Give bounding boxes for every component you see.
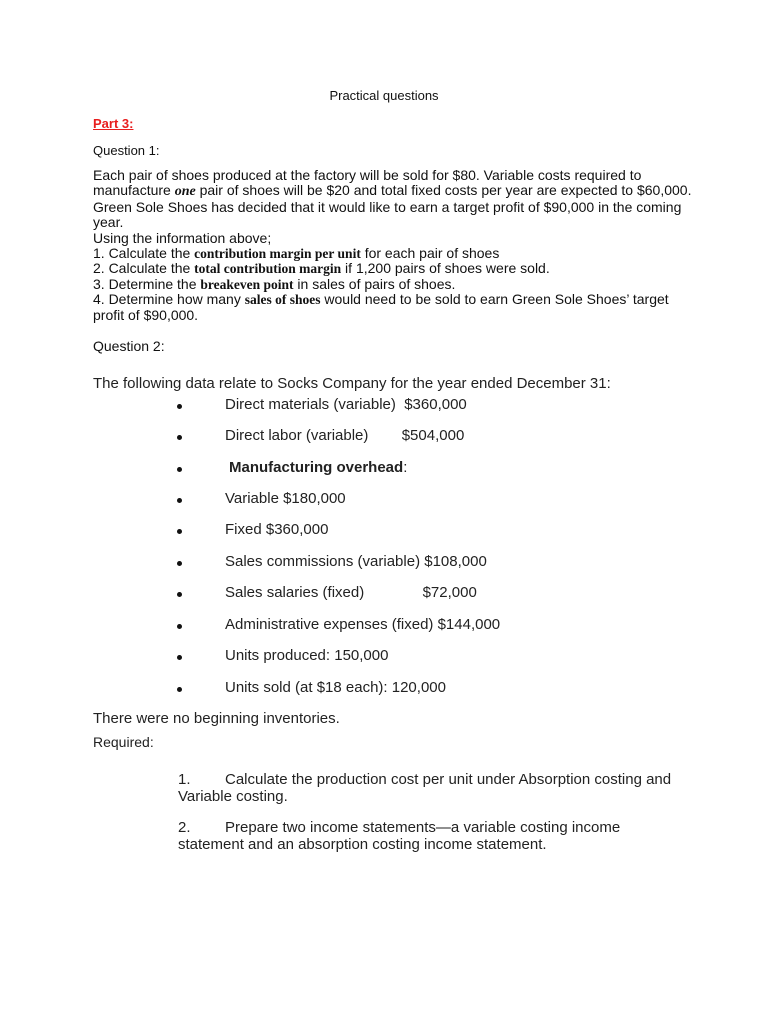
question-1-item xyxy=(93,246,693,261)
bullet-icon xyxy=(177,404,182,409)
bullet-icon xyxy=(177,592,182,597)
item-text: 1. Calculate the xyxy=(93,245,195,262)
bullet-text: Sales commissions (variable) $108,000 xyxy=(225,553,487,570)
intro-text-continued: pair of shoes will be $20 and total fixed costs per year are expected to $60,000. Green Sole Shoes has decided that it would like to earn a target profit of $90,000 in the coming year. xyxy=(93,182,692,231)
item-text: for each pair of shoes xyxy=(360,245,500,262)
question-1-item xyxy=(93,261,693,276)
item-text: in sales of pairs of shoes. xyxy=(293,275,456,292)
required-item-number: 2. xyxy=(178,819,191,836)
item-text: would need to be sold to earn Green Sole Shoes’ target profit of $90,000. xyxy=(93,291,669,323)
bullet-text: Fixed $360,000 xyxy=(225,521,329,538)
bullet-icon xyxy=(177,687,182,692)
bullet-text: Direct labor (variable) $504,000 xyxy=(225,427,465,444)
item-keyword: contribution margin per unit xyxy=(194,246,361,262)
bullet-icon xyxy=(177,467,182,472)
bullet-icon xyxy=(177,498,182,503)
bullet-icon xyxy=(177,435,182,440)
question-1-item xyxy=(93,292,693,323)
item-text: 3. Determine the xyxy=(93,275,201,292)
required-item xyxy=(178,819,678,853)
no-inventories-note: There were no beginning inventories. xyxy=(93,710,340,727)
bullet-icon xyxy=(177,561,182,566)
required-item-number: 1. xyxy=(178,771,191,788)
bullet-text xyxy=(229,459,407,476)
question-1-heading: Question 1: xyxy=(93,143,160,158)
bullet-icon xyxy=(177,624,182,629)
required-heading: Required: xyxy=(93,734,154,750)
bullet-icon xyxy=(177,529,182,534)
item-keyword: breakeven point xyxy=(200,276,294,292)
question-1-intro xyxy=(93,168,693,231)
question-2-intro: The following data relate to Socks Company for the year ended December 31: xyxy=(93,375,611,392)
bullet-icon xyxy=(177,655,182,660)
bullet-text: Direct materials (variable) $360,000 xyxy=(225,396,467,413)
bullet-text: Administrative expenses (fixed) $144,000 xyxy=(225,616,501,633)
using-info-line: Using the information above; xyxy=(93,229,272,246)
item-text: 2. Calculate the xyxy=(93,260,195,277)
bullet-text: Units sold (at $18 each): 120,000 xyxy=(225,679,446,696)
item-keyword: total contribution margin xyxy=(194,261,342,277)
item-keyword: sales of shoes xyxy=(244,292,321,308)
emphasis-one: one xyxy=(174,184,196,200)
page-title: Practical questions xyxy=(329,88,439,103)
bullet-text: Units produced: 150,000 xyxy=(225,647,389,664)
overhead-label: Manufacturing overhead xyxy=(229,459,404,476)
required-item-text: Prepare two income statements—a variable costing income statement and an absorption costing income statement. xyxy=(178,819,621,853)
required-item xyxy=(178,771,678,805)
required-item-text: Calculate the production cost per unit under Absorption costing and Variable costing. xyxy=(178,771,672,805)
question-2-heading: Question 2: xyxy=(93,338,165,354)
overhead-colon: : xyxy=(403,459,408,476)
question-1-item xyxy=(93,277,693,292)
question-1-body xyxy=(93,168,693,323)
bullet-text: Sales salaries (fixed) $72,000 xyxy=(225,584,477,601)
item-text: if 1,200 pairs of shoes were sold. xyxy=(341,260,550,277)
part-heading: Part 3: xyxy=(93,116,134,131)
intro-text: Each pair of shoes produced at the factory will be sold for $80. Variable costs required to manufacture xyxy=(93,167,642,199)
bullet-text: Variable $180,000 xyxy=(225,490,346,507)
item-text: 4. Determine how many xyxy=(93,291,245,308)
